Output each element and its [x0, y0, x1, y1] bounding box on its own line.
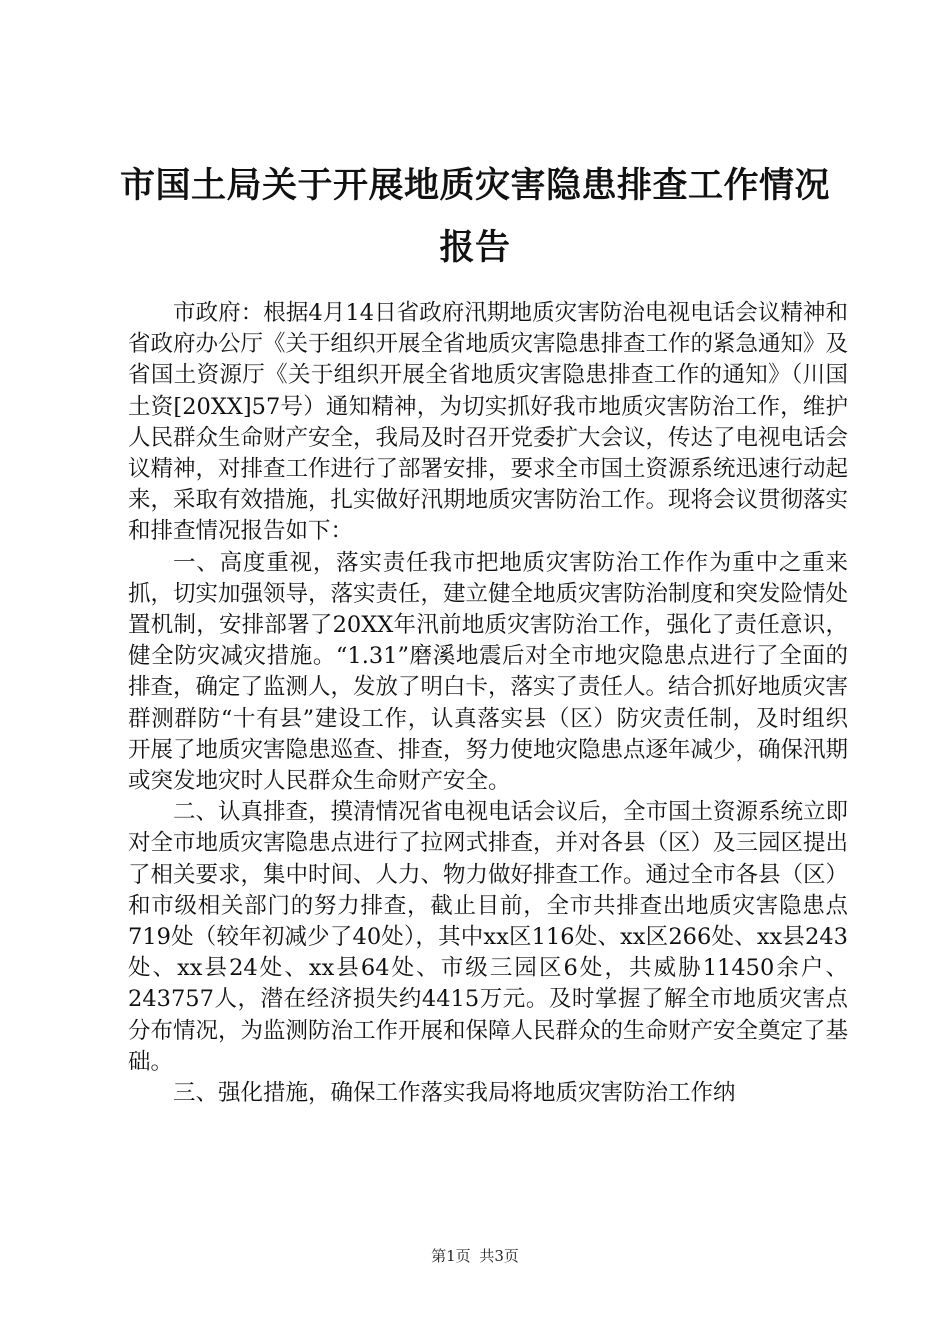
- document-body: [128, 298, 848, 1109]
- paragraph-intro: 市政府：根据4月14日省政府汛期地质灾害防治电视电话会议精神和省政府办公厅《关于组织开展全省地质灾害隐患排查工作的紧急通知》及省国土资源厅《关于组织开展全省地质灾害隐患排查工作的通知》（川国土资[20XX]57号）通知精神，为切实抓好我市地质灾害防治工作，维护人民群众生命财产安全，我局及时召开党委扩大会议，传达了电视电话会议精神，对排查工作进行了部署安排，要求全市国土资源系统迅速行动起来，采取有效措施，扎实做好汛期地质灾害防治工作。现将会议贯彻落实和排查情况报告如下：: [128, 300, 849, 545]
- document-title-line-2: 报告: [439, 227, 511, 268]
- page-footer: [0, 1246, 950, 1266]
- paragraph-section-3: 三、强化措施，确保工作落实我局将地质灾害防治工作纳: [173, 1080, 736, 1107]
- paragraph-section-2: 二、认真排查，摸清情况省电视电话会议后，全市国土资源系统立即对全市地质灾害隐患点进行了拉网式排查，并对各县（区）及三园区提出了相关要求，集中时间、人力、物力做好排查工作。通过全市各县（区）和市级相关部门的努力排查，截止目前，全市共排查出地质灾害隐患点719处（较年初减少了40处），其中xx区116处、xx区266处、xx县243处、xx县24处、xx县64处、市级三园区6处，共威胁11450余户、243757人，潜在经济损失约4415万元。及时掌握了解全市地质灾害点分布情况，为监测防治工作开展和保障人民群众的生命财产安全奠定了基础。: [128, 799, 849, 1075]
- page-number: 第1页: [431, 1247, 471, 1265]
- document-title-line-1: 市国土局关于开展地质灾害隐患排查工作情况: [119, 165, 830, 206]
- page-total: 共3页: [479, 1247, 519, 1265]
- paragraph-section-1: 一、高度重视，落实责任我市把地质灾害防治工作作为重中之重来抓，切实加强领导，落实责任，建立健全地质灾害防治制度和突发险情处置机制，安排部署了20XX年汛前地质灾害防治工作，强化了责任意识，健全防灾减灾措施。“1.31”磨溪地震后对全市地灾隐患点进行了全面的排查，确定了监测人，发放了明白卡，落实了责任人。结合抓好地质灾害群测群防“十有县”建设工作，认真落实县（区）防灾责任制，及时组织开展了地质灾害隐患巡查、排查，努力使地灾隐患点逐年减少，确保汛期或突发地灾时人民群众生命财产安全。: [128, 549, 849, 795]
